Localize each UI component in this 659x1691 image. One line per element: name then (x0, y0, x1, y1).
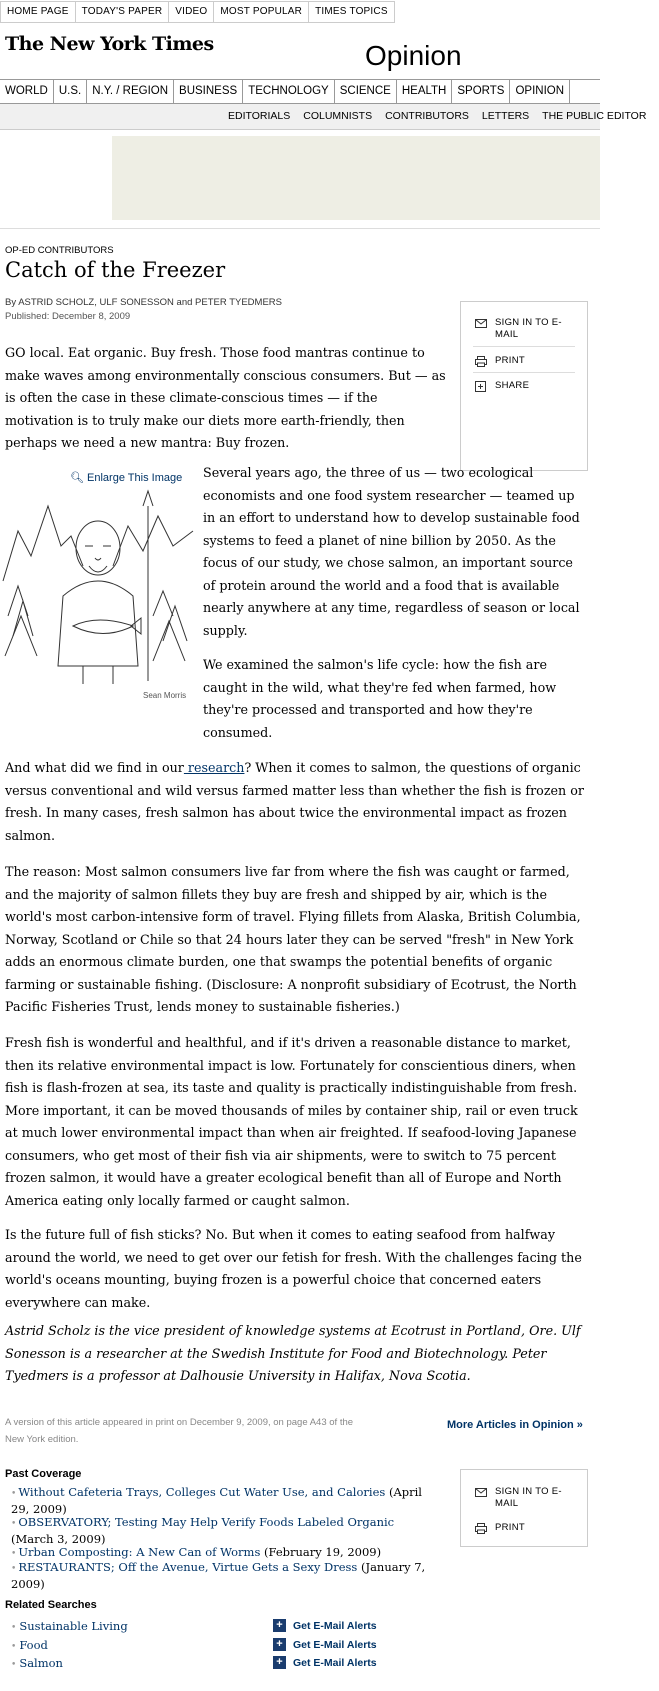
image-credit: Sean Morris (143, 691, 187, 700)
past-coverage-date: (January 7, 2009) (11, 1560, 426, 1591)
bullet-icon: • (11, 1519, 17, 1529)
mainnav-opinion[interactable]: OPINION (510, 80, 570, 103)
past-coverage-item (11, 1560, 431, 1592)
bullet-icon: • (11, 1660, 17, 1670)
mainnav-us[interactable]: U.S. (54, 80, 87, 103)
paragraph-3: We examined the salmon's life cycle: how the fish are caught in the wild, what they're fed when farmed, how they're processed and transported and how they're consumed. (203, 657, 557, 740)
bullet-icon: • (11, 1549, 17, 1559)
tool-print[interactable] (475, 355, 525, 367)
email-alert-button[interactable] (273, 1619, 377, 1632)
article-tools-bottom (460, 1469, 588, 1547)
topnav-todays-paper[interactable]: TODAY'S PAPER (76, 1, 170, 23)
enlarge-label: Enlarge This Image (87, 472, 183, 484)
plus-box-icon (475, 381, 487, 392)
bullet-icon: • (11, 1623, 17, 1633)
related-search-item[interactable] (11, 1656, 63, 1670)
past-coverage-item (11, 1515, 431, 1547)
paragraph-7: Is the future full of fish sticks? No. But when it comes to eating seafood from halfway around the world, we need to get over our fetish for fresh. With the challenges facing the world's oceans mounting, buying frozen is a powerful choice that concerned eaters everywhere can make. (5, 1227, 582, 1310)
past-coverage-link[interactable]: Urban Composting: A New Can of Worms (18, 1545, 261, 1559)
past-coverage-link[interactable]: RESTAURANTS; Off the Avenue, Virtue Gets a Sexy Dress (18, 1560, 358, 1574)
section-title[interactable]: Opinion (365, 40, 462, 71)
mainnav-business[interactable]: BUSINESS (174, 80, 243, 103)
tool-share[interactable] (475, 380, 529, 392)
topnav-video[interactable]: VIDEO (169, 1, 214, 23)
article-kicker[interactable]: OP-ED CONTRIBUTORS (5, 245, 114, 256)
top-nav (0, 1, 395, 23)
mainnav-ny-region[interactable]: N.Y. / REGION (87, 80, 174, 103)
mainnav-technology[interactable]: TECHNOLOGY (243, 80, 335, 103)
sub-nav (0, 104, 647, 130)
article-tools (460, 301, 588, 471)
header-rule (0, 228, 600, 229)
published-date: Published: December 8, 2009 (5, 311, 131, 322)
mainnav-sports[interactable]: SPORTS (452, 80, 510, 103)
enlarge-image-link[interactable] (70, 471, 182, 484)
email-alert-label: Get E-Mail Alerts (293, 1656, 377, 1669)
past-coverage-date: (March 3, 2009) (11, 1532, 106, 1546)
author-bio: Astrid Scholz is the vice president of knowledge systems at Ecotrust in Portland, Ore. Ulf Sonesson is a researcher at the Swedish Institute for Food and Biotechnology. Peter Tyedmers is a professor at Dalhousie University in Halifax, Nova Scotia. (5, 1323, 581, 1383)
tool-separator (473, 346, 575, 347)
paragraph-4 (5, 757, 587, 847)
envelope-icon (475, 1487, 487, 1498)
subnav-public-editor[interactable]: THE PUBLIC EDITOR (542, 110, 647, 122)
article-title: Catch of the Freezer (5, 258, 226, 282)
paragraph-5: The reason: Most salmon consumers live far from where the fish was caught or farmed, and the majority of salmon fillets they buy are fresh and shipped by air, which is the world's most carbon-intensive form of travel. Flying fillets from Alaska, British Columbia, Norway, Scotland or Chile so that 24 hours later they can be served "fresh" in New York adds an enormous climate burden, one that swamps the potential benefits of organic farming or sustainable fishing. (Disclosure: A nonprofit subsidiary of Ecotrust, the North Pacific Fisheries Trust, lends money to sustainable fisheries.) (5, 864, 581, 1014)
related-search-item[interactable] (11, 1638, 48, 1652)
paragraph-4-end: ? When it comes to salmon, the questions of organic versus conventional and wild versus farmed matter less than whether the fish is frozen or fresh. In many cases, fresh salmon has about twice the environmental impact as frozen salmon. (5, 760, 584, 843)
fisherman-illustration[interactable] (3, 486, 193, 686)
tool-email-label: SIGN IN TO E-MAIL (495, 1486, 562, 1509)
paragraph-2: Several years ago, the three of us — two ecological economists and one food system researcher — teamed up in an effort to understand how to develop sustainable food systems to feed a planet of nine billion by 2050. As the focus of our study, we chose salmon, an important source of protein around the world and a food that is available nearly anywhere at any time, regardless of season or local supply. (203, 465, 580, 638)
email-alert-button[interactable] (273, 1656, 377, 1669)
tool-separator (473, 372, 575, 373)
subnav-columnists[interactable]: COLUMNISTS (303, 110, 373, 122)
print-note: A version of this article appeared in print on December 9, 2009, on page A43 of the New York edition. (5, 1417, 354, 1445)
article-byline: By ASTRID SCHOLZ, ULF SONESSON and PETER TYEDMERS (5, 297, 282, 308)
related-search-label: Salmon (19, 1656, 63, 1670)
related-search-label: Food (19, 1638, 48, 1652)
tool-print-label: PRINT (495, 1522, 525, 1533)
plus-icon: + (273, 1656, 286, 1669)
envelope-icon (475, 318, 487, 329)
tool-print[interactable] (475, 1522, 525, 1534)
topnav-most-popular[interactable]: MOST POPULAR (214, 1, 309, 23)
subnav-contributors[interactable]: CONTRIBUTORS (385, 110, 469, 122)
tool-email[interactable] (475, 1486, 565, 1510)
printer-icon (475, 1523, 487, 1534)
plus-icon: + (273, 1619, 286, 1632)
email-alert-label: Get E-Mail Alerts (293, 1619, 377, 1632)
nyt-logo[interactable]: The New York Times (5, 33, 214, 55)
printer-icon (475, 356, 487, 367)
bullet-icon: • (11, 1564, 17, 1574)
subnav-editorials[interactable]: EDITORIALS (228, 110, 291, 122)
subnav-letters[interactable]: LETTERS (481, 110, 530, 122)
related-search-item[interactable] (11, 1619, 128, 1633)
mainnav-health[interactable]: HEALTH (397, 80, 453, 103)
paragraph-4-start: And what did we find in our (5, 760, 184, 775)
tool-print-label: PRINT (495, 355, 525, 366)
past-coverage-date: (February 19, 2009) (260, 1545, 382, 1559)
past-coverage-link[interactable]: OBSERVATORY; Testing May Help Verify Foods Labeled Organic (18, 1515, 395, 1529)
topnav-home[interactable]: HOME PAGE (0, 1, 76, 23)
related-search-label: Sustainable Living (19, 1619, 128, 1633)
related-searches-heading: Related Searches (5, 1599, 97, 1611)
more-articles-link[interactable]: More Articles in Opinion » (447, 1419, 583, 1431)
tool-share-label: SHARE (495, 380, 530, 391)
mainnav-science[interactable]: SCIENCE (335, 80, 397, 103)
ad-banner[interactable] (112, 136, 600, 220)
past-coverage-link[interactable]: Without Cafeteria Trays, Colleges Cut Water Use, and Calories (18, 1485, 386, 1499)
magnify-icon: 🔍︎ (70, 472, 84, 484)
email-alert-button[interactable] (273, 1638, 377, 1651)
research-link[interactable]: research (183, 760, 245, 775)
tool-email-label: SIGN IN TO E-MAIL (495, 317, 562, 340)
past-coverage-date: (April 29, 2009) (11, 1485, 422, 1516)
paragraph-6: Fresh fish is wonderful and healthful, and if it's driven a reasonable distance to market, then its relative environmental impact is low. Fortunately for conscientious diners, when fish is flash-frozen at sea, its taste and quality is practically indistinguishable from fresh. More important, it can be moved thousands of miles by container ship, rail or even truck at much lower environmental impact than when air freighted. If seafood-loving Japanese consumers, who get most of their fish via air shipments, were to switch to 75 percent frozen salmon, it would have a greater ecological benefit than all of Europe and North America eating only locally farmed or caught salmon. (5, 1035, 578, 1208)
plus-icon: + (273, 1638, 286, 1651)
past-coverage-item (11, 1485, 431, 1517)
paragraph-1: GO local. Eat organic. Buy fresh. Those food mantras continue to make waves among environmentally conscious consumers. But — as is often the case in these climate-conscious times — if the motivation is to truly make our diets more earth-friendly, then perhaps we need a new mantra: Buy frozen. (5, 345, 446, 450)
tool-email[interactable] (475, 317, 565, 341)
bullet-icon: • (11, 1489, 17, 1499)
past-coverage-heading: Past Coverage (5, 1468, 82, 1480)
topnav-times-topics[interactable]: TIMES TOPICS (309, 1, 395, 23)
email-alert-label: Get E-Mail Alerts (293, 1638, 377, 1651)
mainnav-world[interactable]: WORLD (0, 80, 54, 103)
main-nav (0, 80, 570, 103)
bullet-icon: • (11, 1642, 17, 1652)
